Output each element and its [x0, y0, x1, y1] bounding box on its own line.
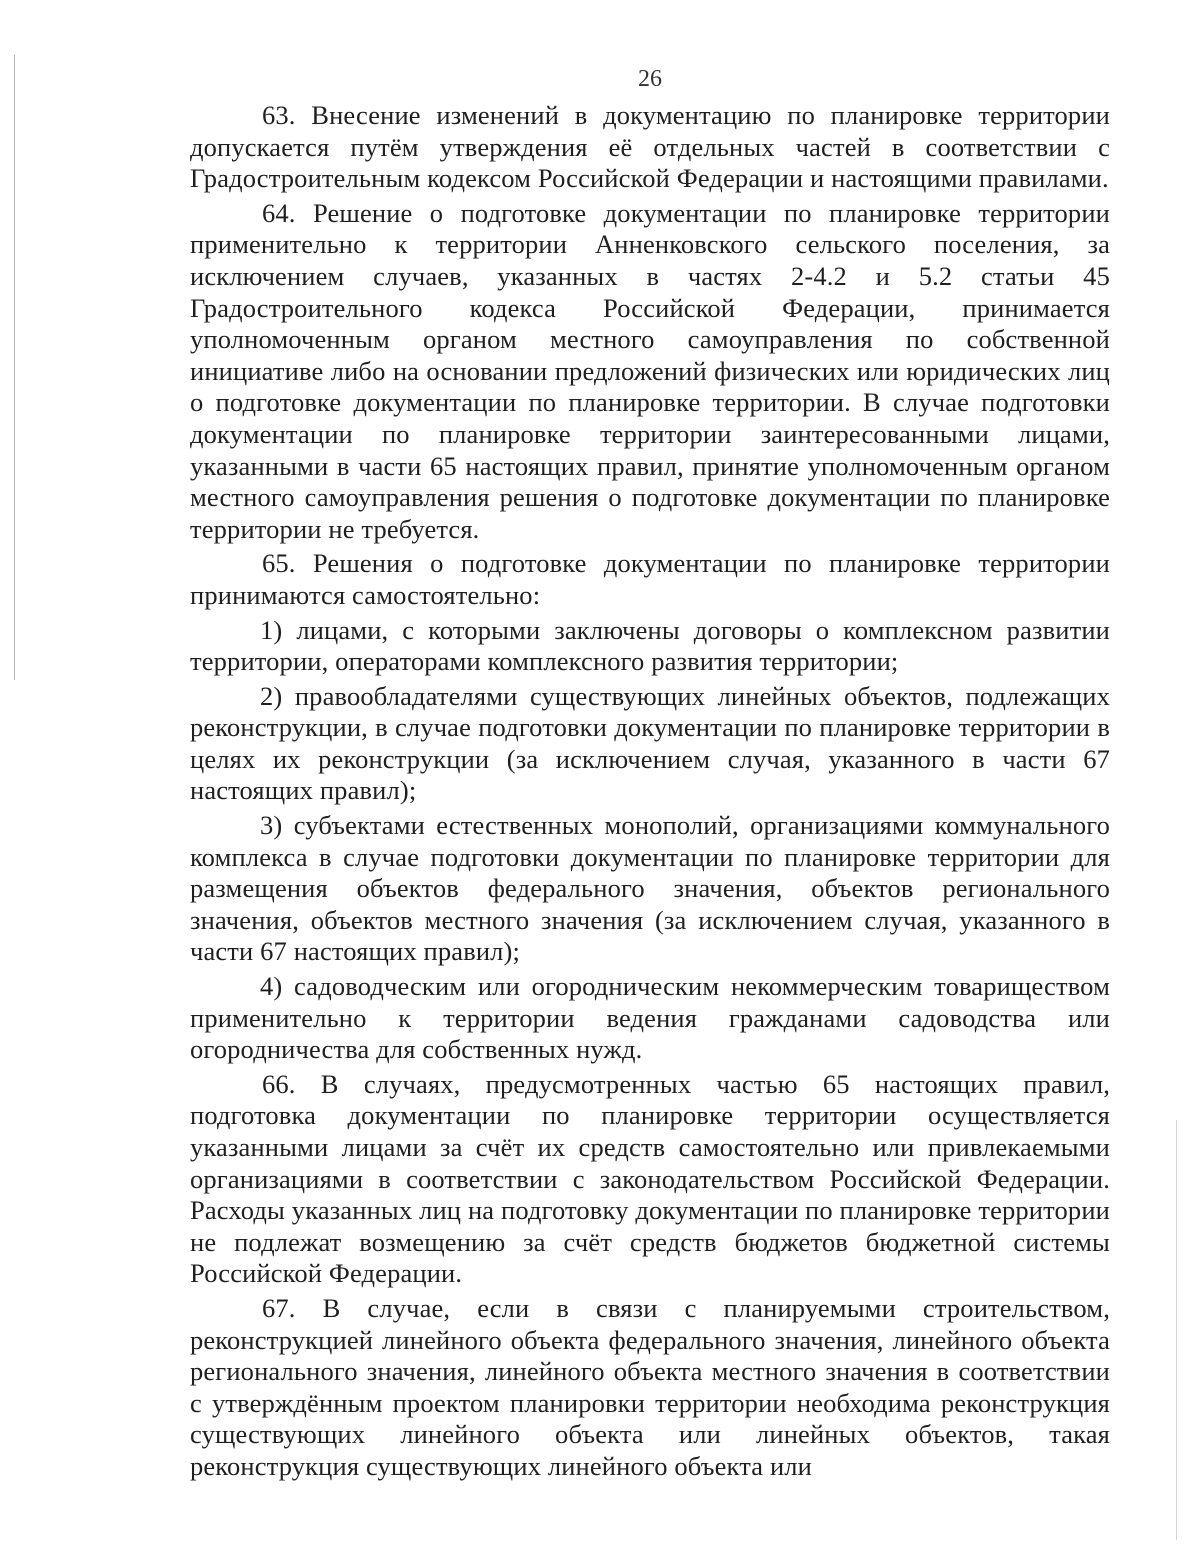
scan-edge-mark: [14, 55, 15, 680]
paragraph-67: 67. В случае, если в связи с планируемыми строительством, реконструкцией линейного объекта федерального значения, линейного объекта регионального значения, линейного объекта местного значения в соответствии с утверждённым проектом планировки территории необходима реконструкция существующих линейного объекта или линейных объектов, такая реконструкция существующих линейного объекта или: [190, 1292, 1110, 1481]
paragraph-64: 64. Решение о подготовке документации по планировке территории применительно к территории Анненковского сельского поселения, за исключением случаев, указанных в частях 2-4.2 и 5.2 статьи 45 Градостроительного кодекса Российской Федерации, принимается уполномоченным органом местного самоуправления по собственной инициативе либо на основании предложений физических или юридических лиц о подготовке документации по планировке территории. В случае подготовки документации по планировке территории заинтересованными лицами, указанными в части 65 настоящих правил, принятие уполномоченным органом местного самоуправления решения о подготовке документации по планировке территории не требуется.: [190, 197, 1110, 544]
scan-edge-mark: [1176, 1120, 1177, 1540]
list-item-4: 4) садоводческим или огородническим некоммерческим товариществом применительно к территории ведения гражданами садоводства или огородничества для собственных нужд.: [190, 971, 1110, 1065]
document-body: [190, 100, 1110, 1486]
paragraph-65: 65. Решения о подготовке документации по планировке территории принимаются самостоятельно:: [190, 548, 1110, 610]
list-item-1: 1) лицами, с которыми заключены договоры о комплексном развитии территории, операторами комплексного развития территории;: [190, 614, 1110, 677]
page-number: 26: [638, 66, 662, 92]
list-item-3: 3) субъектами естественных монополий, организациями коммунального комплекса в случае подготовки документации по планировке территории для размещения объектов федерального значения, объектов регионального значения, объектов местного значения (за исключением случая, указанного в части 67 настоящих правил);: [190, 810, 1110, 967]
paragraph-63: 63. Внесение изменений в документацию по планировке территории допускается путём утверждения её отдельных частей в соответствии с Градостроительным кодексом Российской Федерации и настоящими правилами.: [190, 100, 1110, 194]
paragraph-66: 66. В случаях, предусмотренных частью 65 настоящих правил, подготовка документации по планировке территории осуществляется указанными лицами за счёт их средств самостоятельно или привлекаемыми организациями в соответствии с законодательством Российской Федерации. Расходы указанных лиц на подготовку документации по планировке территории не подлежат возмещению за счёт средств бюджетов бюджетной системы Российской Федерации.: [190, 1068, 1110, 1289]
list-item-2: 2) правообладателями существующих линейных объектов, подлежащих реконструкции, в случае подготовки документации по планировке территории в целях их реконструкции (за исключением случая, указанного в части 67 настоящих правил);: [190, 680, 1110, 806]
